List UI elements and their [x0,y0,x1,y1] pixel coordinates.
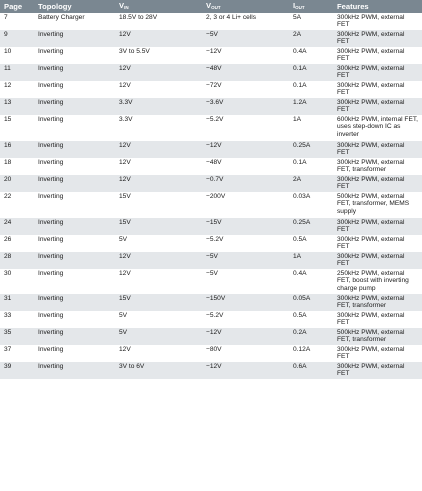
table-row [0,311,422,328]
cell-topology: Inverting [34,158,115,175]
cell-features: 300kHz PWM, external FET, transformer [333,158,422,175]
cell-page: 24 [0,218,34,235]
cell-features: 300kHz PWM, external FET [333,252,422,269]
cell-topology: Inverting [34,175,115,192]
cell-features: 300kHz PWM, external FET [333,311,422,328]
cell-topology: Inverting [34,311,115,328]
cell-vin: 3V to 6V [115,362,202,379]
cell-iout: 0.5A [289,235,333,252]
cell-page: 16 [0,141,34,158]
table-row [0,345,422,362]
cell-vin: 12V [115,175,202,192]
header-topology: Topology [34,0,115,13]
cell-iout: 1A [289,115,333,141]
cell-topology: Inverting [34,98,115,115]
cell-vout: −5.2V [202,115,289,141]
cell-vout: −12V [202,141,289,158]
cell-page: 31 [0,294,34,311]
cell-page: 22 [0,192,34,218]
cell-iout: 2A [289,175,333,192]
cell-iout: 0.2A [289,328,333,345]
cell-vout: −12V [202,47,289,64]
cell-iout: 0.25A [289,141,333,158]
table-row [0,30,422,47]
cell-vout: −12V [202,328,289,345]
cell-iout: 0.4A [289,269,333,294]
cell-vout: −0.7V [202,175,289,192]
cell-vout: −5V [202,30,289,47]
cell-vout: −48V [202,158,289,175]
cell-page: 39 [0,362,34,379]
header-vin: $V_{IN}$ [115,0,202,13]
table-row [0,294,422,311]
cell-vin: 5V [115,311,202,328]
cell-iout: 0.12A [289,345,333,362]
cell-iout: 0.1A [289,64,333,81]
cell-iout: 0.1A [289,158,333,175]
cell-page: 10 [0,47,34,64]
cell-topology: Inverting [34,192,115,218]
cell-page: 28 [0,252,34,269]
cell-vin: 12V [115,30,202,47]
cell-page: 11 [0,64,34,81]
cell-vout: 2, 3 or 4 Li+ cells [202,13,289,30]
cell-features: 300kHz PWM, external FET [333,141,422,158]
cell-features: 500kHz PWM, external FET, transformer, MEMS supply [333,192,422,218]
header-page: Page [0,0,34,13]
table-row [0,192,422,218]
cell-vout: −150V [202,294,289,311]
cell-topology: Inverting [34,47,115,64]
table-row [0,115,422,141]
cell-page: 30 [0,269,34,294]
table-header [0,0,422,13]
cell-page: 9 [0,30,34,47]
cell-features: 300kHz PWM, external FET [333,81,422,98]
cell-iout: 2A [289,30,333,47]
cell-vin: 12V [115,269,202,294]
cell-vout: −12V [202,362,289,379]
table-row [0,362,422,379]
cell-topology: Inverting [34,218,115,235]
cell-iout: 0.03A [289,192,333,218]
table-row [0,175,422,192]
cell-features: 600kHz PWM, internal FET, uses step-down IC as inverter [333,115,422,141]
cell-features: 300kHz PWM, external FET [333,98,422,115]
cell-topology: Battery Charger [34,13,115,30]
table-row [0,218,422,235]
cell-vin: 3.3V [115,98,202,115]
cell-page: 15 [0,115,34,141]
cell-features: 250kHz PWM, external FET, boost with inverting charge pump [333,269,422,294]
cell-features: 300kHz PWM, external FET [333,175,422,192]
cell-page: 13 [0,98,34,115]
cell-vout: −5.2V [202,235,289,252]
cell-features: 300kHz PWM, external FET [333,47,422,64]
cell-vin: 12V [115,81,202,98]
cell-page: 12 [0,81,34,98]
header-vout: $V_{OUT}$ [202,0,289,13]
cell-features: 300kHz PWM, external FET [333,218,422,235]
cell-topology: Inverting [34,30,115,47]
cell-vin: 12V [115,158,202,175]
cell-vout: −15V [202,218,289,235]
cell-iout: 0.6A [289,362,333,379]
cell-vout: −48V [202,64,289,81]
cell-topology: Inverting [34,294,115,311]
cell-features: 300kHz PWM, external FET [333,345,422,362]
cell-vin: 5V [115,328,202,345]
cell-topology: Inverting [34,269,115,294]
header-iout: $I_{OUT}$ [289,0,333,13]
cell-vin: 15V [115,192,202,218]
table-row [0,98,422,115]
cell-vout: −3.6V [202,98,289,115]
header-features: Features [333,0,422,13]
cell-topology: Inverting [34,81,115,98]
cell-topology: Inverting [34,362,115,379]
cell-vin: 5V [115,235,202,252]
cell-vin: 18.5V to 28V [115,13,202,30]
cell-vin: 12V [115,64,202,81]
table-row [0,269,422,294]
cell-topology: Inverting [34,141,115,158]
cell-features: 300kHz PWM, external FET, transformer [333,294,422,311]
cell-page: 37 [0,345,34,362]
cell-features: 300kHz PWM, external FET [333,64,422,81]
cell-iout: 1.2A [289,98,333,115]
cell-topology: Inverting [34,345,115,362]
cell-iout: 0.1A [289,81,333,98]
table-row [0,64,422,81]
cell-vin: 3.3V [115,115,202,141]
cell-topology: Inverting [34,115,115,141]
cell-iout: 5A [289,13,333,30]
cell-vout: −72V [202,81,289,98]
cell-vin: 12V [115,252,202,269]
cell-vout: −5.2V [202,311,289,328]
cell-iout: 0.05A [289,294,333,311]
cell-features: 300kHz PWM, external FET [333,235,422,252]
cell-topology: Inverting [34,328,115,345]
cell-features: 300kHz PWM, external FET [333,30,422,47]
cell-vout: −5V [202,252,289,269]
cell-topology: Inverting [34,64,115,81]
cell-vin: 15V [115,294,202,311]
cell-vin: 15V [115,218,202,235]
table-row [0,158,422,175]
cell-iout: 1A [289,252,333,269]
cell-page: 18 [0,158,34,175]
cell-page: 26 [0,235,34,252]
cell-features: 500kHz PWM, external FET, transformer [333,328,422,345]
cell-features: 300kHz PWM, external FET [333,13,422,30]
cell-topology: Inverting [34,235,115,252]
cell-vout: −200V [202,192,289,218]
cell-vout: −80V [202,345,289,362]
cell-page: 33 [0,311,34,328]
cell-vin: 12V [115,345,202,362]
cell-topology: Inverting [34,252,115,269]
cell-vout: −5V [202,269,289,294]
cell-features: 300kHz PWM, external FET [333,362,422,379]
table-row [0,328,422,345]
cell-page: 35 [0,328,34,345]
table-row [0,13,422,30]
table-row [0,141,422,158]
cell-iout: 0.4A [289,47,333,64]
cell-vin: 3V to 5.5V [115,47,202,64]
table-row [0,235,422,252]
cell-vin: 12V [115,141,202,158]
cell-page: 7 [0,13,34,30]
table-row [0,252,422,269]
cell-iout: 0.25A [289,218,333,235]
table-body [0,13,422,379]
cell-page: 20 [0,175,34,192]
cell-iout: 0.5A [289,311,333,328]
table-row [0,81,422,98]
table-row [0,47,422,64]
